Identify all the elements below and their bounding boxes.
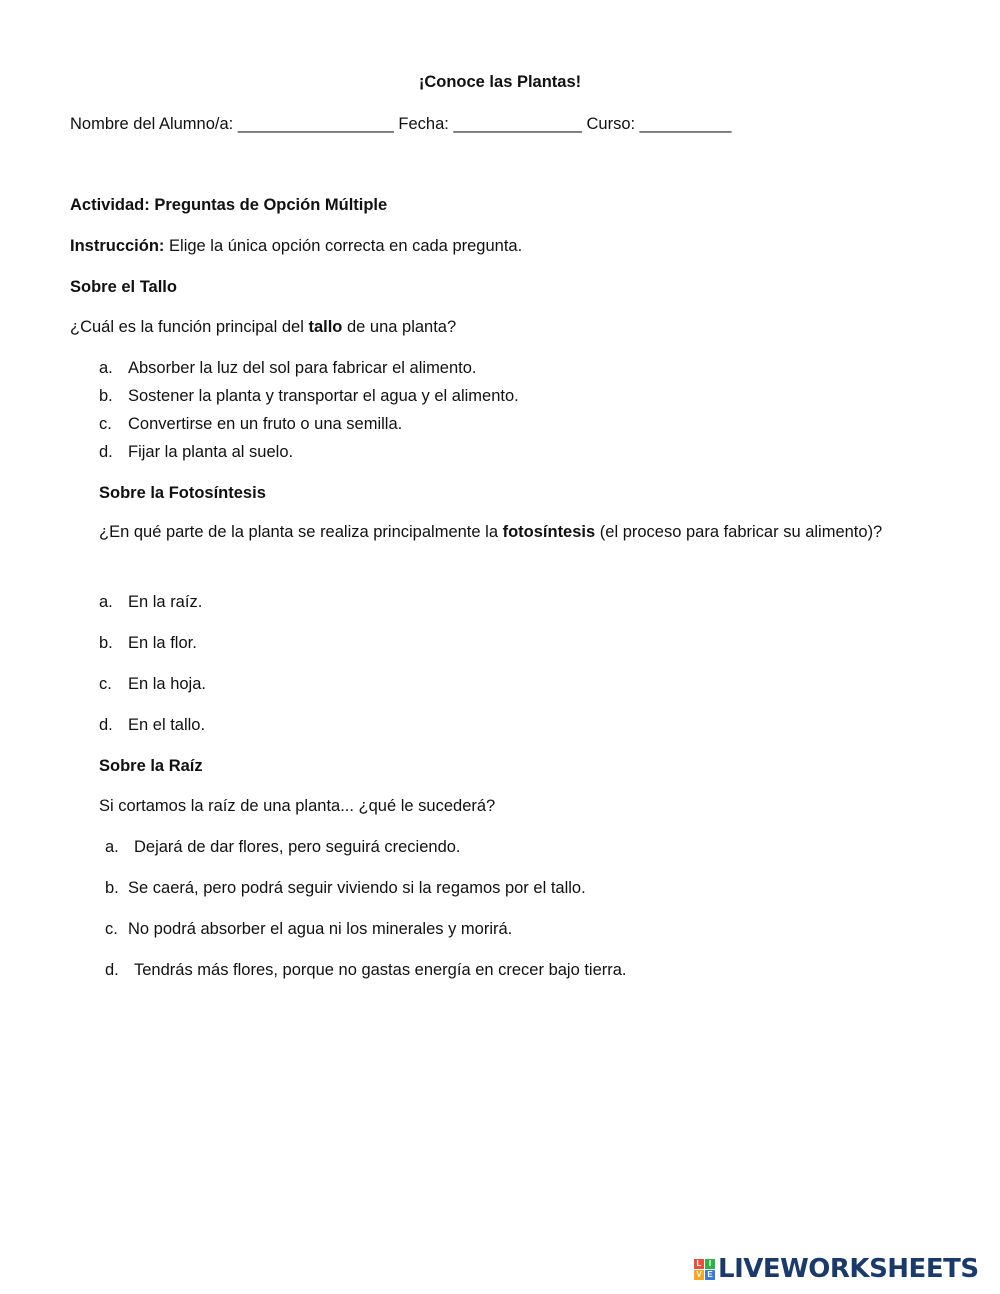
option-text[interactable]: En el tallo.: [128, 716, 206, 734]
logo-mark-icon: [694, 1259, 715, 1280]
option-letter: b.: [105, 879, 119, 897]
question-text: ¿Cuál es la función principal del: [70, 318, 309, 336]
page-title: ¡Conoce las Plantas!: [418, 73, 582, 91]
option-text[interactable]: En la raíz.: [128, 593, 203, 611]
option-letter: c.: [105, 920, 118, 938]
logo-mark-letter: E: [705, 1270, 715, 1280]
question-fotosintesis: [99, 519, 889, 546]
option-letter: b.: [99, 387, 113, 405]
question-text: ¿En qué parte de la planta se realiza principalmente la: [99, 523, 503, 541]
option-text[interactable]: Tendrás más flores, porque no gastas energía en crecer bajo tierra.: [134, 961, 627, 979]
instruction-text: Elige la única opción correcta en cada pregunta.: [164, 237, 523, 255]
logo-mark-letter: V: [694, 1270, 704, 1280]
option-text[interactable]: Dejará de dar flores, pero seguirá creciendo.: [134, 838, 461, 856]
logo-mark-letter: L: [694, 1259, 704, 1269]
student-info-line[interactable]: Nombre del Alumno/a: _________________ Fecha: ______________ Curso: __________: [70, 115, 732, 133]
option-letter: d.: [99, 443, 113, 461]
option-letter: d.: [105, 961, 119, 979]
option-text[interactable]: No podrá absorber el agua ni los minerales y morirá.: [128, 920, 513, 938]
option-text[interactable]: Absorber la luz del sol para fabricar el alimento.: [128, 359, 477, 377]
option-text[interactable]: Convertirse en un fruto o una semilla.: [128, 415, 403, 433]
option-letter: c.: [99, 415, 112, 433]
option-text[interactable]: Sostener la planta y transportar el agua y el alimento.: [128, 387, 519, 405]
question-tallo: [70, 316, 456, 338]
question-keyword: fotosíntesis: [502, 523, 596, 541]
option-text[interactable]: En la hoja.: [128, 675, 206, 693]
question-keyword: tallo: [308, 318, 343, 336]
liveworksheets-logo[interactable]: [694, 1254, 979, 1284]
instruction: [70, 235, 522, 257]
option-letter: a.: [99, 593, 113, 611]
option-letter: c.: [99, 675, 112, 693]
question-text: (el proceso para fabricar su alimento)?: [595, 523, 883, 541]
section-heading-tallo: Sobre el Tallo: [70, 278, 177, 296]
section-heading-fotosintesis: Sobre la Fotosíntesis: [99, 484, 266, 502]
logo-mark-letter: I: [705, 1259, 715, 1269]
option-letter: a.: [99, 359, 113, 377]
option-text[interactable]: En la flor.: [128, 634, 197, 652]
question-text: de una planta?: [342, 318, 457, 336]
option-letter: a.: [105, 838, 119, 856]
logo-text: LIVEWORKSHEETS: [718, 1254, 979, 1284]
section-heading-raiz: Sobre la Raíz: [99, 757, 203, 775]
question-raiz: Si cortamos la raíz de una planta... ¿qué le sucederá?: [99, 797, 496, 815]
activity-heading: Actividad: Preguntas de Opción Múltiple: [70, 196, 388, 214]
instruction-label: Instrucción:: [70, 237, 165, 255]
option-text[interactable]: Fijar la planta al suelo.: [128, 443, 294, 461]
option-letter: b.: [99, 634, 113, 652]
option-text[interactable]: Se caerá, pero podrá seguir viviendo si la regamos por el tallo.: [128, 879, 586, 897]
option-letter: d.: [99, 716, 113, 734]
